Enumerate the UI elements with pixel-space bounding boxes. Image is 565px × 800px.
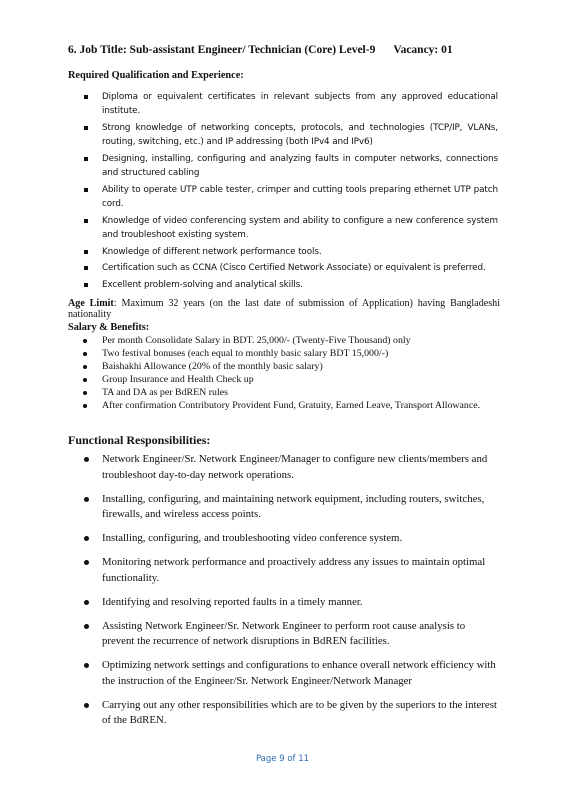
list-item: TA and DA as per BdREN rules — [78, 387, 500, 399]
functional-list — [80, 452, 500, 737]
list-item: Knowledge of different network performance tools. — [78, 245, 498, 259]
list-item: Monitoring network performance and proactively address any issues to maintain optimal functionality. — [80, 555, 500, 586]
list-item: Excellent problem-solving and analytical skills. — [78, 278, 498, 292]
list-item: Designing, installing, configuring and analyzing faults in computer networks, connections and structured cabling — [78, 152, 498, 180]
list-item: Group Insurance and Health Check up — [78, 374, 500, 386]
page-number: Page 9 of 11 — [255, 754, 310, 764]
age-limit — [68, 298, 500, 320]
salary-heading: Salary & Benefits: — [68, 322, 150, 333]
list-item: Knowledge of video conferencing system and ability to configure a new conference system and troubleshoot existing system. — [78, 214, 498, 242]
list-item: Strong knowledge of networking concepts, protocols, and technologies (TCP/IP, VLANs, routing, switching, etc.) and IP addressing (both IPv4 and IPv6) — [78, 121, 498, 149]
functional-heading: Functional Responsibilities: — [68, 433, 211, 447]
list-item: Baishakhi Allowance (20% of the monthly basic salary) — [78, 361, 500, 373]
list-item: Identifying and resolving reported faults in a timely manner. — [80, 595, 500, 611]
qualification-heading: Required Qualification and Experience: — [68, 70, 244, 81]
list-item: Installing, configuring, and maintaining network equipment, including routers, switches, firewalls, and wireless access points. — [80, 492, 500, 523]
vacancy: Vacancy: 01 — [393, 44, 453, 56]
age-limit-text: : Maximum 32 years (on the last date of submission of Application) having Bangladeshi nationality — [68, 298, 500, 320]
job-title-line — [68, 44, 453, 56]
job-title: 6. Job Title: Sub-assistant Engineer/ Technician (Core) Level-9 — [68, 44, 376, 56]
list-item: Optimizing network settings and configurations to enhance overall network efficiency with the instruction of the Engineer/Sr. Network Engineer/Network Manager — [80, 658, 500, 689]
age-limit-label: Age Limit — [68, 298, 114, 309]
list-item: Assisting Network Engineer/Sr. Network Engineer to perform root cause analysis to prevent the recurrence of network disruptions in BdREN facilities. — [80, 619, 500, 650]
list-item: Ability to operate UTP cable tester, crimper and cutting tools preparing ethernet UTP patch cord. — [78, 183, 498, 211]
list-item: After confirmation Contributory Provident Fund, Gratuity, Earned Leave, Transport Allowance. — [78, 400, 500, 412]
list-item: Network Engineer/Sr. Network Engineer/Manager to configure new clients/members and troubleshoot day-to-day network operations. — [80, 452, 500, 483]
list-item: Two festival bonuses (each equal to monthly basic salary BDT 15,000/-) — [78, 348, 500, 360]
list-item: Installing, configuring, and troubleshooting video conference system. — [80, 531, 500, 547]
qualification-list — [78, 90, 498, 295]
list-item: Carrying out any other responsibilities which are to be given by the superiors to the interest of the BdREN. — [80, 698, 500, 729]
list-item: Diploma or equivalent certificates in relevant subjects from any approved educational institute. — [78, 90, 498, 118]
salary-list — [78, 335, 500, 413]
list-item: Per month Consolidate Salary in BDT. 25,000/- (Twenty-Five Thousand) only — [78, 335, 500, 347]
list-item: Certification such as CCNA (Cisco Certified Network Associate) or equivalent is preferred. — [78, 261, 498, 275]
